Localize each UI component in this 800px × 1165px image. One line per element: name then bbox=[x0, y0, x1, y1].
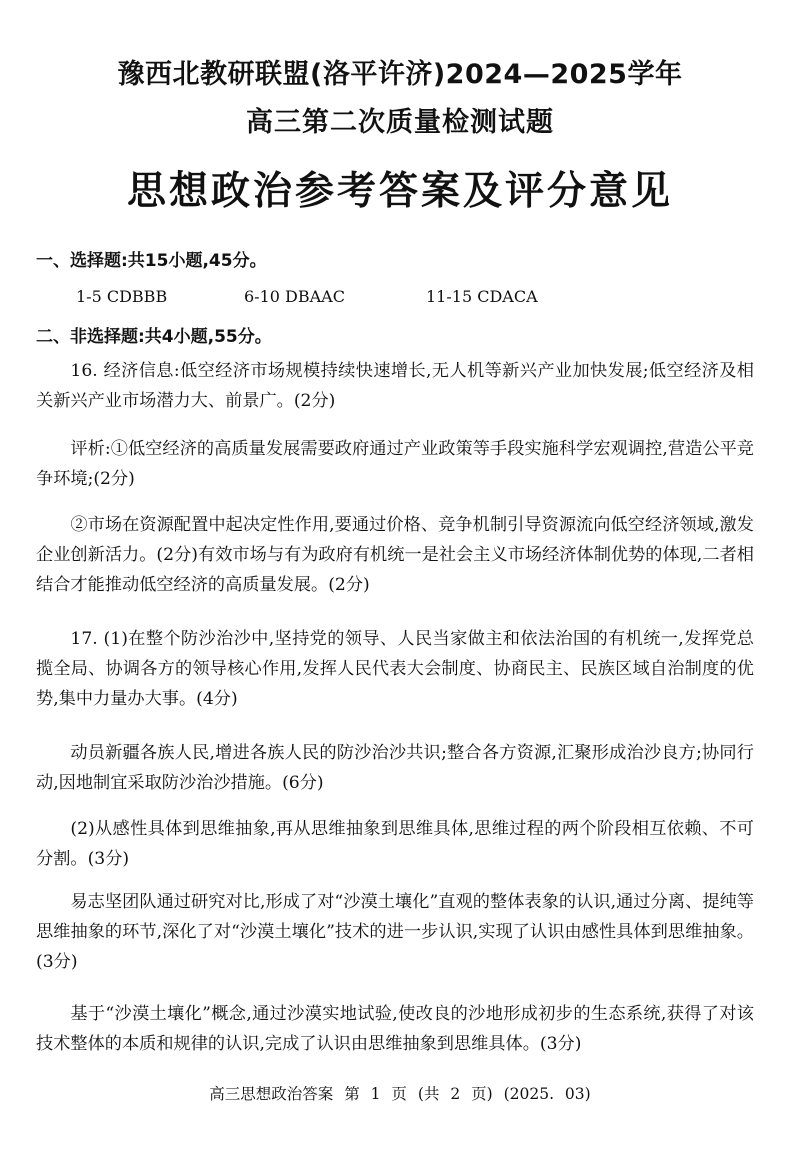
section-heading-nonchoice: 二、非选择题:共4小题,55分。 bbox=[36, 327, 272, 347]
answer-group-11-15: 11-15 CDACA bbox=[426, 287, 538, 306]
document-title: 思想政治参考答案及评分意见 bbox=[126, 169, 673, 214]
answer-paragraph-16-analysis-1: 评析:①低空经济的高质量发展需要政府通过产业政策等手段实施科学宏观调控,营造公平竞争环境;(2分) bbox=[36, 439, 754, 489]
answer-paragraph-17-2: (2)从感性具体到思维抽象,再从思维抽象到思维具体,思维过程的两个阶段相互依赖、不可分割。(3分) bbox=[36, 819, 754, 869]
answer-paragraph-16-info: 16. 经济信息:低空经济市场规模持续快速增长,无人机等新兴产业加快发展;低空经济及相关新兴产业市场潜力大、前景广。(2分) bbox=[36, 361, 754, 411]
answer-paragraph-17-1-cont: 动员新疆各族人民,增进各族人民的防沙治沙共识;整合各方资源,汇聚形成治沙良方;协同行动,因地制宜采取防沙治沙措施。(6分) bbox=[36, 743, 754, 793]
section-heading-choice: 一、选择题:共15小题,45分。 bbox=[36, 251, 267, 271]
exam-title-line2: 高三第二次质量检测试题 bbox=[246, 107, 554, 138]
page-footer: 高三思想政治答案 第 1 页 (共 2 页) (2025. 03) bbox=[209, 1085, 591, 1103]
answer-paragraph-17-2-concrete: 基于“沙漠土壤化”概念,通过沙漠实地试验,使改良的沙地形成初步的生态系统,获得了对该技术整体的本质和规律的认识,完成了认识由思维抽象到思维具体。(3分) bbox=[36, 1004, 754, 1054]
choice-answers bbox=[76, 287, 776, 311]
answer-paragraph-17-1: 17. (1)在整个防沙治沙中,坚持党的领导、人民当家做主和依法治国的有机统一,发挥党总揽全局、协调各方的领导核心作用,发挥人民代表大会制度、协商民主、民族区域自治制度的优势,集中力量办大事。(4分) bbox=[36, 629, 754, 709]
answer-group-6-10: 6-10 DBAAC bbox=[244, 287, 345, 306]
exam-title-line1: 豫西北教研联盟(洛平许济)2024—2025学年 bbox=[117, 59, 683, 90]
answer-paragraph-17-2-perceptual: 易志坚团队通过研究对比,形成了对“沙漠土壤化”直观的整体表象的认识,通过分离、提纯等思维抽象的环节,深化了对“沙漠土壤化”技术的进一步认识,实现了认识由感性具体到思维抽象。(3分) bbox=[36, 892, 754, 972]
answer-paragraph-16-analysis-2: ②市场在资源配置中起决定性作用,要通过价格、竞争机制引导资源流向低空经济领域,激发企业创新活力。(2分)有效市场与有为政府有机统一是社会主义市场经济体制优势的体现,二者相结合才能推动低空经济的高质量发展。(2分) bbox=[36, 515, 754, 595]
answer-group-1-5: 1-5 CDBBB bbox=[76, 287, 168, 306]
